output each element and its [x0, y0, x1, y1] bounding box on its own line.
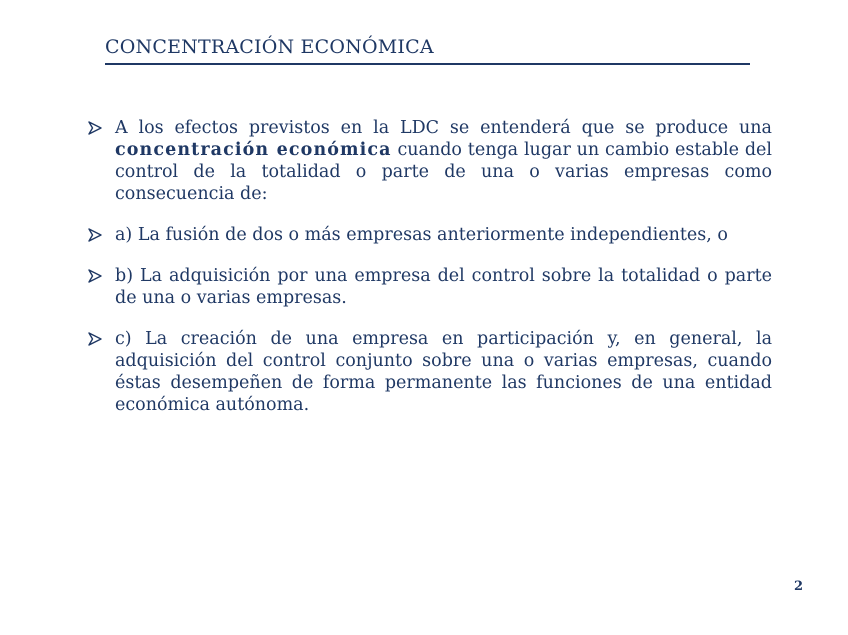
arrow-bullet-icon	[88, 269, 102, 283]
bullet-item	[88, 328, 772, 416]
bullet-item	[88, 265, 772, 309]
page-number: 2	[793, 579, 803, 594]
arrow-bullet-icon	[88, 121, 102, 135]
bullet-text: b) La adquisición por una empresa del control sobre la totalidad o parte de una o varias empresas.	[115, 266, 772, 308]
arrow-bullet-icon	[88, 228, 102, 242]
slide-title: CONCENTRACIÓN ECONÓMICA	[105, 36, 434, 58]
bullet-text: c) La creación de una empresa en participación y, en general, la adquisición del control conjunto sobre una o varias empresas, cuando éstas desempeñen de forma permanente las funciones de una entidad económica autónoma.	[115, 329, 772, 415]
bullet-item	[88, 117, 772, 205]
bullet-item	[88, 224, 772, 246]
title-underline	[105, 63, 750, 65]
bullet-text-emphasis: concentración económica	[115, 140, 392, 160]
arrow-bullet-icon	[88, 332, 102, 346]
bullet-text-tail: cuando tenga lugar un cambio estable del control de la totalidad o parte de una o varias empresas como consecuencia de:	[115, 140, 773, 204]
bullet-text: a) La fusión de dos o más empresas anteriormente independientes, o	[115, 225, 728, 245]
bullet-text-lead: A los efectos previstos en la LDC se entenderá que se produce una	[115, 118, 772, 138]
bullet-list	[88, 117, 772, 416]
